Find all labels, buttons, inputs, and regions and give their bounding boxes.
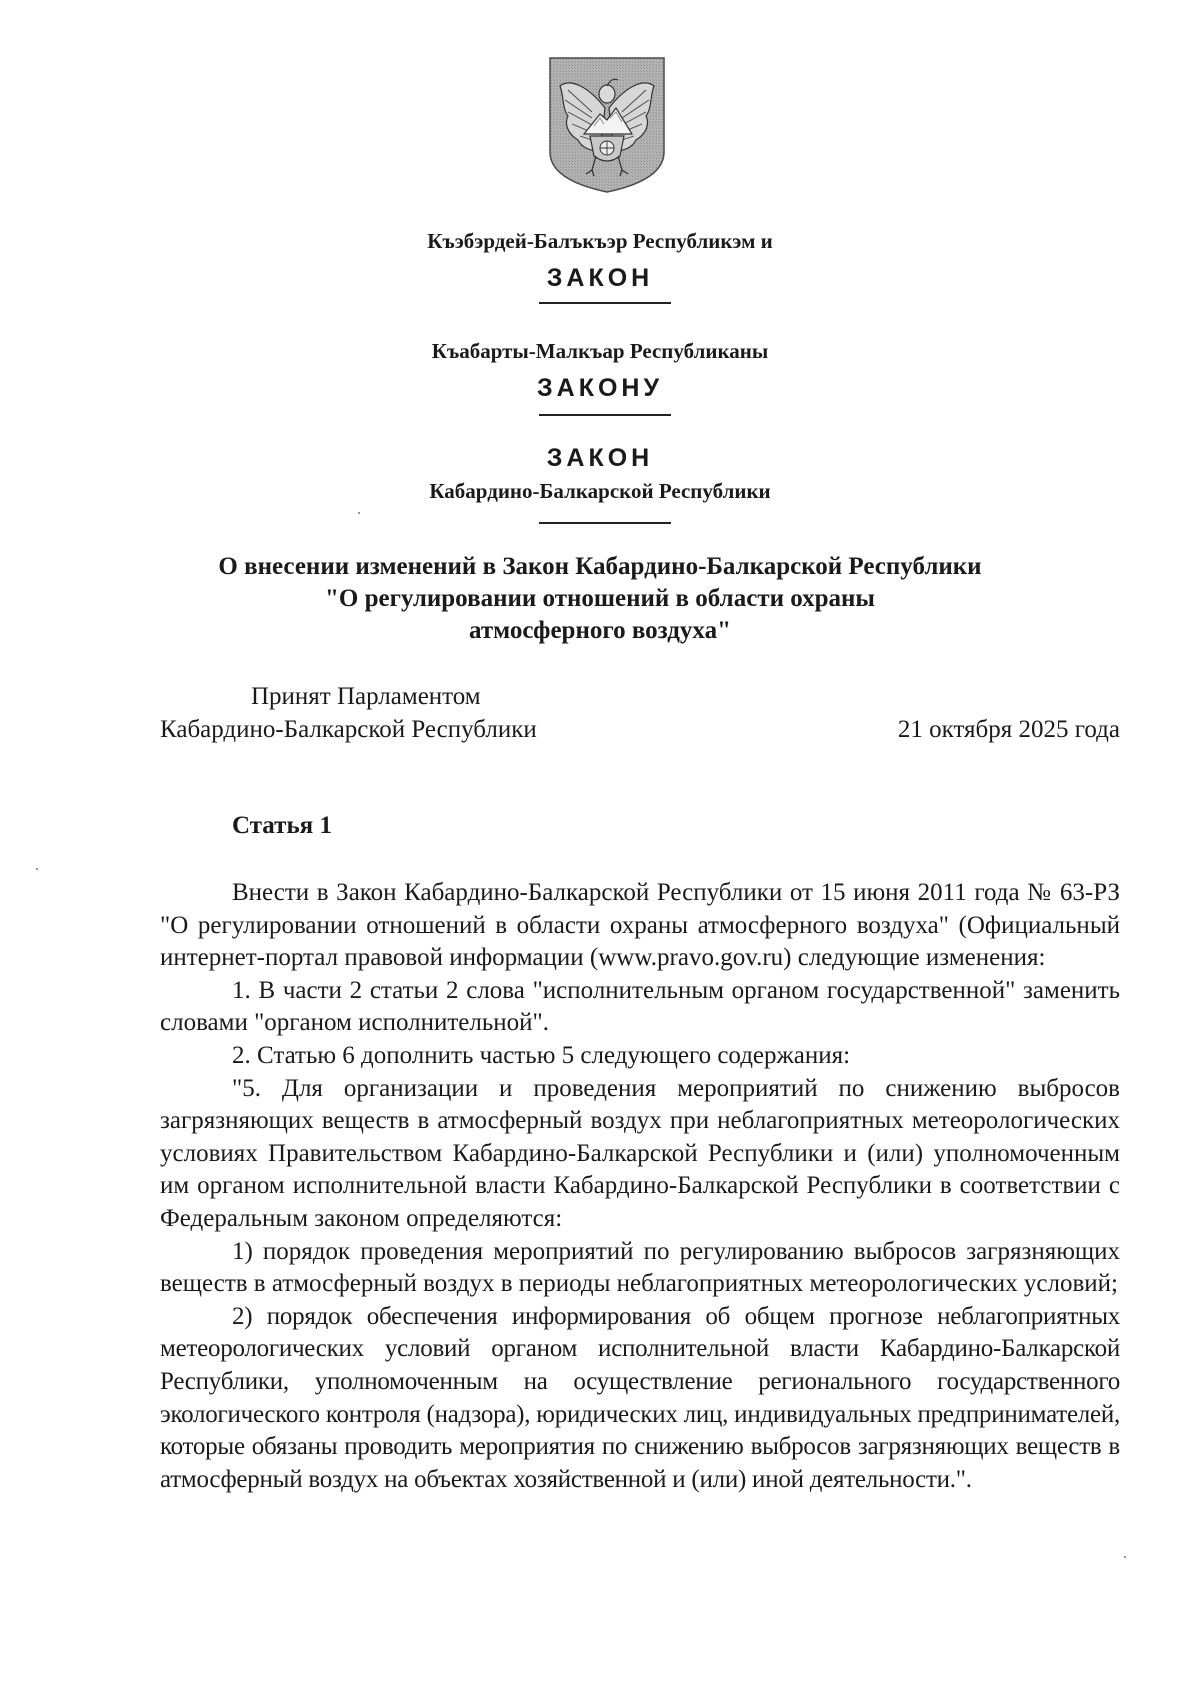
kabardian-law-word: ЗАКОН (546, 264, 654, 292)
article-paragraph: 2) порядок обеспечения информирования об общем прогнозе неблагоприятных метеорологических условий органом исполнительной власти Кабардино-Балкарской Республики, уполномоченным на осуществление регионального государственного экологического контроля (надзора), юридических лиц, индивидуальных предпринимателей, которые обязаны проводить мероприятия по снижению выбросов загрязняющих веществ в атмосферный воздух на объектах хозяйственной и (или) иной деятельности.". (160, 1302, 1120, 1493)
title-line-3: атмосферного воздуха" (469, 617, 731, 644)
title-line-2: "О регулировании отношений в области охраны (325, 585, 875, 612)
scan-speck (1124, 1556, 1126, 1558)
article-body (160, 877, 1120, 1496)
russian-law-word: ЗАКОН (546, 444, 654, 472)
article-paragraph: 1. В части 2 статьи 2 слова "исполнительным органом государственной" заменить словами "органом исполнительной". (160, 976, 1120, 1037)
article-heading: Статья 1 (232, 812, 332, 839)
adoption-block (160, 680, 1120, 746)
balkar-republic-line: Къабарты-Малкъар Республиканы (431, 339, 769, 363)
law-title (150, 551, 1050, 647)
article-paragraph: "5. Для организации и проведения мероприятий по снижению выбросов загрязняющих веществ в атмосферный воздух при неблагоприятных метеорологических условиях Правительством Кабардино-Балкарской Республики и (или) уполномоченным им органом исполнительной власти Кабардино-Балкарской Республики в соответствии с Федеральным законом определяются: (160, 1074, 1120, 1232)
article-paragraph: 1) порядок проведения мероприятий по регулированию выбросов загрязняющих веществ в атмосферный воздух в периоды неблагоприятных метеорологических условий; (160, 1237, 1120, 1298)
balkar-law-word: ЗАКОНУ (536, 374, 664, 402)
scan-speck (358, 512, 360, 514)
adopted-by-line: Принят Парламентом (251, 683, 481, 710)
article-paragraph: Внести в Закон Кабардино-Балкарской Республики от 15 июня 2011 года № 63-РЗ "О регулировании отношений в области охраны атмосферного воздуха" (Официальный интернет-портал правовой информации (www.pravo.gov.ru) следующие изменения: (160, 879, 1120, 972)
coat-of-arms-kbr-icon (548, 56, 666, 194)
adopted-by-republic: Кабардино-Балкарской Республики (160, 716, 537, 743)
balkar-header (0, 338, 1200, 404)
russian-header (0, 442, 1200, 504)
article-paragraph: 2. Статью 6 дополнить частью 5 следующего содержания: (232, 1041, 851, 1069)
header-rule-2 (539, 414, 671, 416)
header-rule-1 (539, 302, 671, 304)
kabardian-republic-line: Къэбэрдей-Балъкъэр Республикэм и (427, 229, 773, 253)
title-line-1: О внесении изменений в Закон Кабардино-Балкарской Республики (218, 553, 982, 580)
scan-speck (36, 868, 38, 870)
adoption-date: 21 октября 2025 года (897, 716, 1120, 743)
header-rule-3 (539, 522, 671, 524)
russian-republic-line: Кабардино-Балкарской Республики (429, 479, 771, 503)
kabardian-header (0, 228, 1200, 294)
